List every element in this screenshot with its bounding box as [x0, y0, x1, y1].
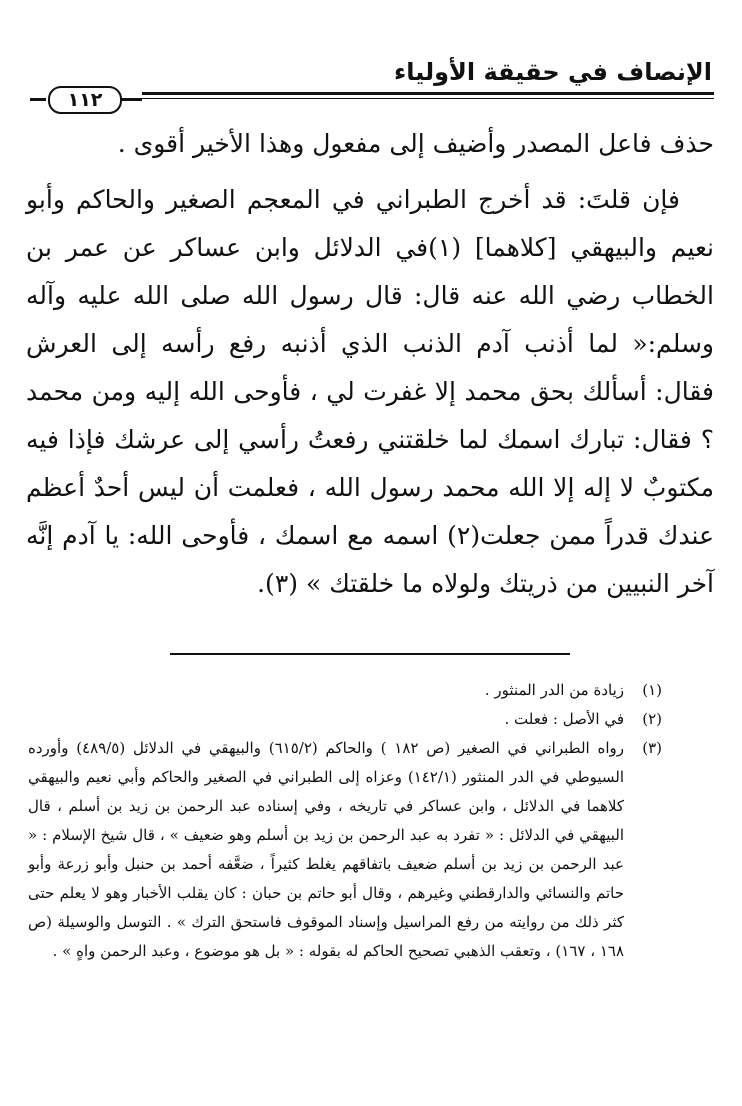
footnote-text: في الأصل : فعلت . [504, 710, 624, 728]
paragraph-2: فإن قلتَ: قد أخرج الطبراني في المعجم الصغير والحاكم وأبو نعيم والبيهقي [كلاهما] (١)في الدلائل وابن عساكر عن عمر بن الخطاب رضي الله عنه قال: قال رسول الله صلى الله عليه وآله وسلم:« لما أذنب آدم الذنب الذي أذنبه رفع رأسه إلى العرش فقال: أسألك بحق محمد إلا غفرت لي ، فأوحى الله إليه ومن محمد ؟ فقال: تبارك اسمك لما خلقتني رفعتُ رأسي إلى عرشك فإذا فيه مكتوبٌ لا إله إلا الله محمد رسول الله ، فعلمت أن ليس أحدٌ أعظم عندك قدراً ممن جعلت(٢) اسمه مع اسمك ، فأوحى الله: يا آدم إنَّه آخر النبيين من ذريتك ولولاه ما خلقتك » (٣). [26, 185, 715, 598]
page-number-badge [30, 84, 142, 116]
footnote-2 [28, 705, 662, 734]
footnote-number: (٢) [642, 710, 662, 728]
footnote-number: (١) [642, 681, 662, 699]
footnote-text: زيادة من الدر المنثور . [484, 681, 624, 699]
footnotes [28, 676, 662, 966]
header-title: الإنصاف في حقيقة الأولياء [393, 58, 712, 86]
footnote-number: (٣) [642, 739, 662, 757]
running-header [30, 58, 714, 111]
page-number-rule-left [30, 98, 46, 101]
paragraph-1: حذف فاعل المصدر وأضيف إلى مفعول وهذا الأخير أقوى . [117, 129, 714, 158]
footnote-text: رواه الطبراني في الصغير (ص ١٨٢ ) والحاكم (٦١٥/٢) والبيهقي في الدلائل (٤٨٩/٥) وأورده السيوطي في الدر المنثور (١٤٢/١) وعزاه إلى الطبراني في الصغير والحاكم وأبي نعيم والبيهقي كلاهما في الدلائل ، وابن عساكر في تاريخه ، وفي إسناده عبد الرحمن بن زيد بن أسلم ، قال البيهقي في الدلائل : « تفرد به عبد الرحمن بن زيد بن أسلم وهو ضعيف » ، قال شيخ الإسلام : « عبد الرحمن بن زيد بن أسلم ضعيف باتفاقهم يغلط كثيراً ، ضعَّفه أحمد بن حنبل وأبو زرعة وأبو حاتم والنسائي والدارقطني وغيرهم ، وقال أبو حاتم بن حبان : كان يقلب الأخبار وهو لا يعلم حتى كثر ذلك من روايته من رفع المراسيل وإسناد الموقوف فاستحق الترك » . التوسل والوسيلة (ص ١٦٨ ، ١٦٧) ، وتعقب الذهبي تصحيح الحاكم له بقوله : « بل هو موضوع ، وعبد الرحمن واهٍ » . [28, 739, 624, 960]
footnote-3 [28, 734, 662, 966]
footnote-1 [28, 676, 662, 705]
main-text [26, 120, 714, 608]
page-number: ١١٢ [48, 86, 122, 114]
page-number-rule-right [120, 98, 142, 101]
footnote-separator [170, 653, 570, 655]
